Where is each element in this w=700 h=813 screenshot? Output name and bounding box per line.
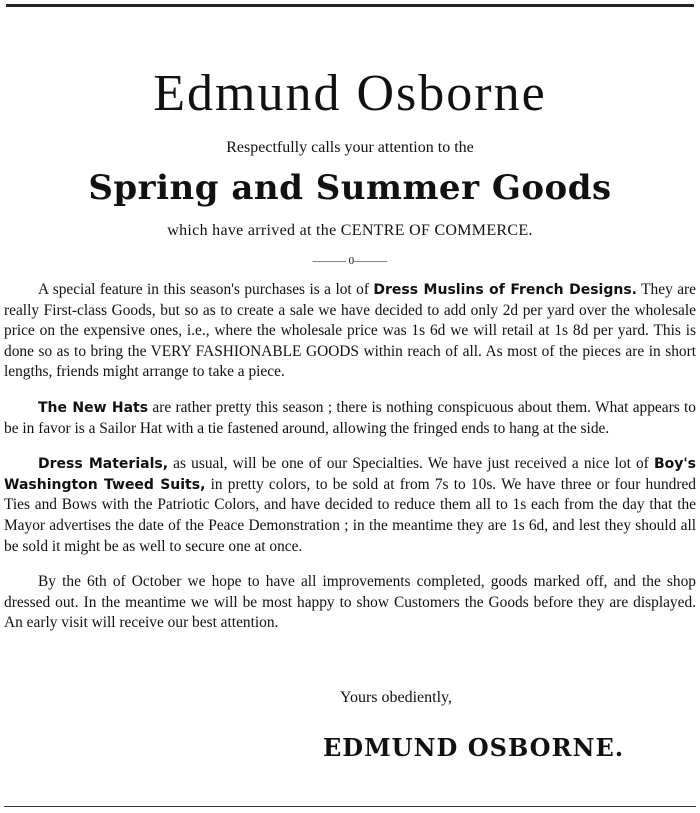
signature: EDMUND OSBORNE. <box>323 733 625 762</box>
attention-line: Respectfully calls your attention to the <box>226 139 474 156</box>
top-border-rule <box>6 4 694 7</box>
materials-text-start: as usual, will be one of our Specialties. We have just received a nice lot of <box>168 455 654 473</box>
arrived-line: which have arrived at the CENTRE OF COMMERCE. <box>167 222 533 239</box>
materials-text-end: in pretty colors, to be sold at from 7s to 10s. We have three or four hundred Ties and Bows with the Patriotic Colors, and have decided to reduce them all to 1s each from the day that the Mayor advertises the date of the Peace Demonstration ; in the meantime they are 1s 6d, and lest they should all be sold it might be as well to secure one at once. <box>4 475 696 555</box>
goods-headline: Spring and Summer Goods <box>88 168 612 208</box>
closing-salutation: Yours obediently, <box>340 689 453 706</box>
paragraph-muslins <box>4 280 696 383</box>
paragraph-hats <box>4 398 696 439</box>
section-divider: ——— 0——— <box>312 255 388 267</box>
page-title: Edmund Osborne <box>153 65 547 122</box>
muslins-highlight: Dress Muslins of French Designs. <box>373 282 637 298</box>
improvements-text: By the 6th of October we hope to have all improvements completed, goods marked off, and the shop dressed out. In the meantime we will be most happy to show Customers the Goods before they are displayed. An early visit will receive our best attention. <box>4 573 696 632</box>
paragraph-materials <box>4 454 696 557</box>
muslins-text-start: A special feature in this season's purchases is a lot of <box>38 281 374 298</box>
paragraph-improvements <box>4 572 696 634</box>
tweed-suits-highlight: Boy's Washington Tweed Suits, <box>4 456 696 493</box>
bottom-border-rule <box>4 806 696 807</box>
hats-text: are rather pretty this season ; there is nothing conspicuous about them. What appears to be in favor is a Sailor Hat with a tie fastened around, allowing the fringed ends to hang at the side. <box>4 398 696 437</box>
muslins-text-end: They are really First-class Goods, but so as to create a sale we have decided to add only 2d per yard over the wholesale price on the expensive ones, i.e., where the wholesale price was 1s 6d we will retail at 1s 8d per yard. This is done so as to bring the VERY FASHIONABLE GOODS within reach of all. As most of the pieces are in short lengths, friends might arrange to take a piece. <box>4 281 696 381</box>
advertisement-body <box>4 280 696 649</box>
hats-highlight: The New Hats <box>38 399 149 416</box>
materials-highlight: Dress Materials, <box>38 456 169 473</box>
